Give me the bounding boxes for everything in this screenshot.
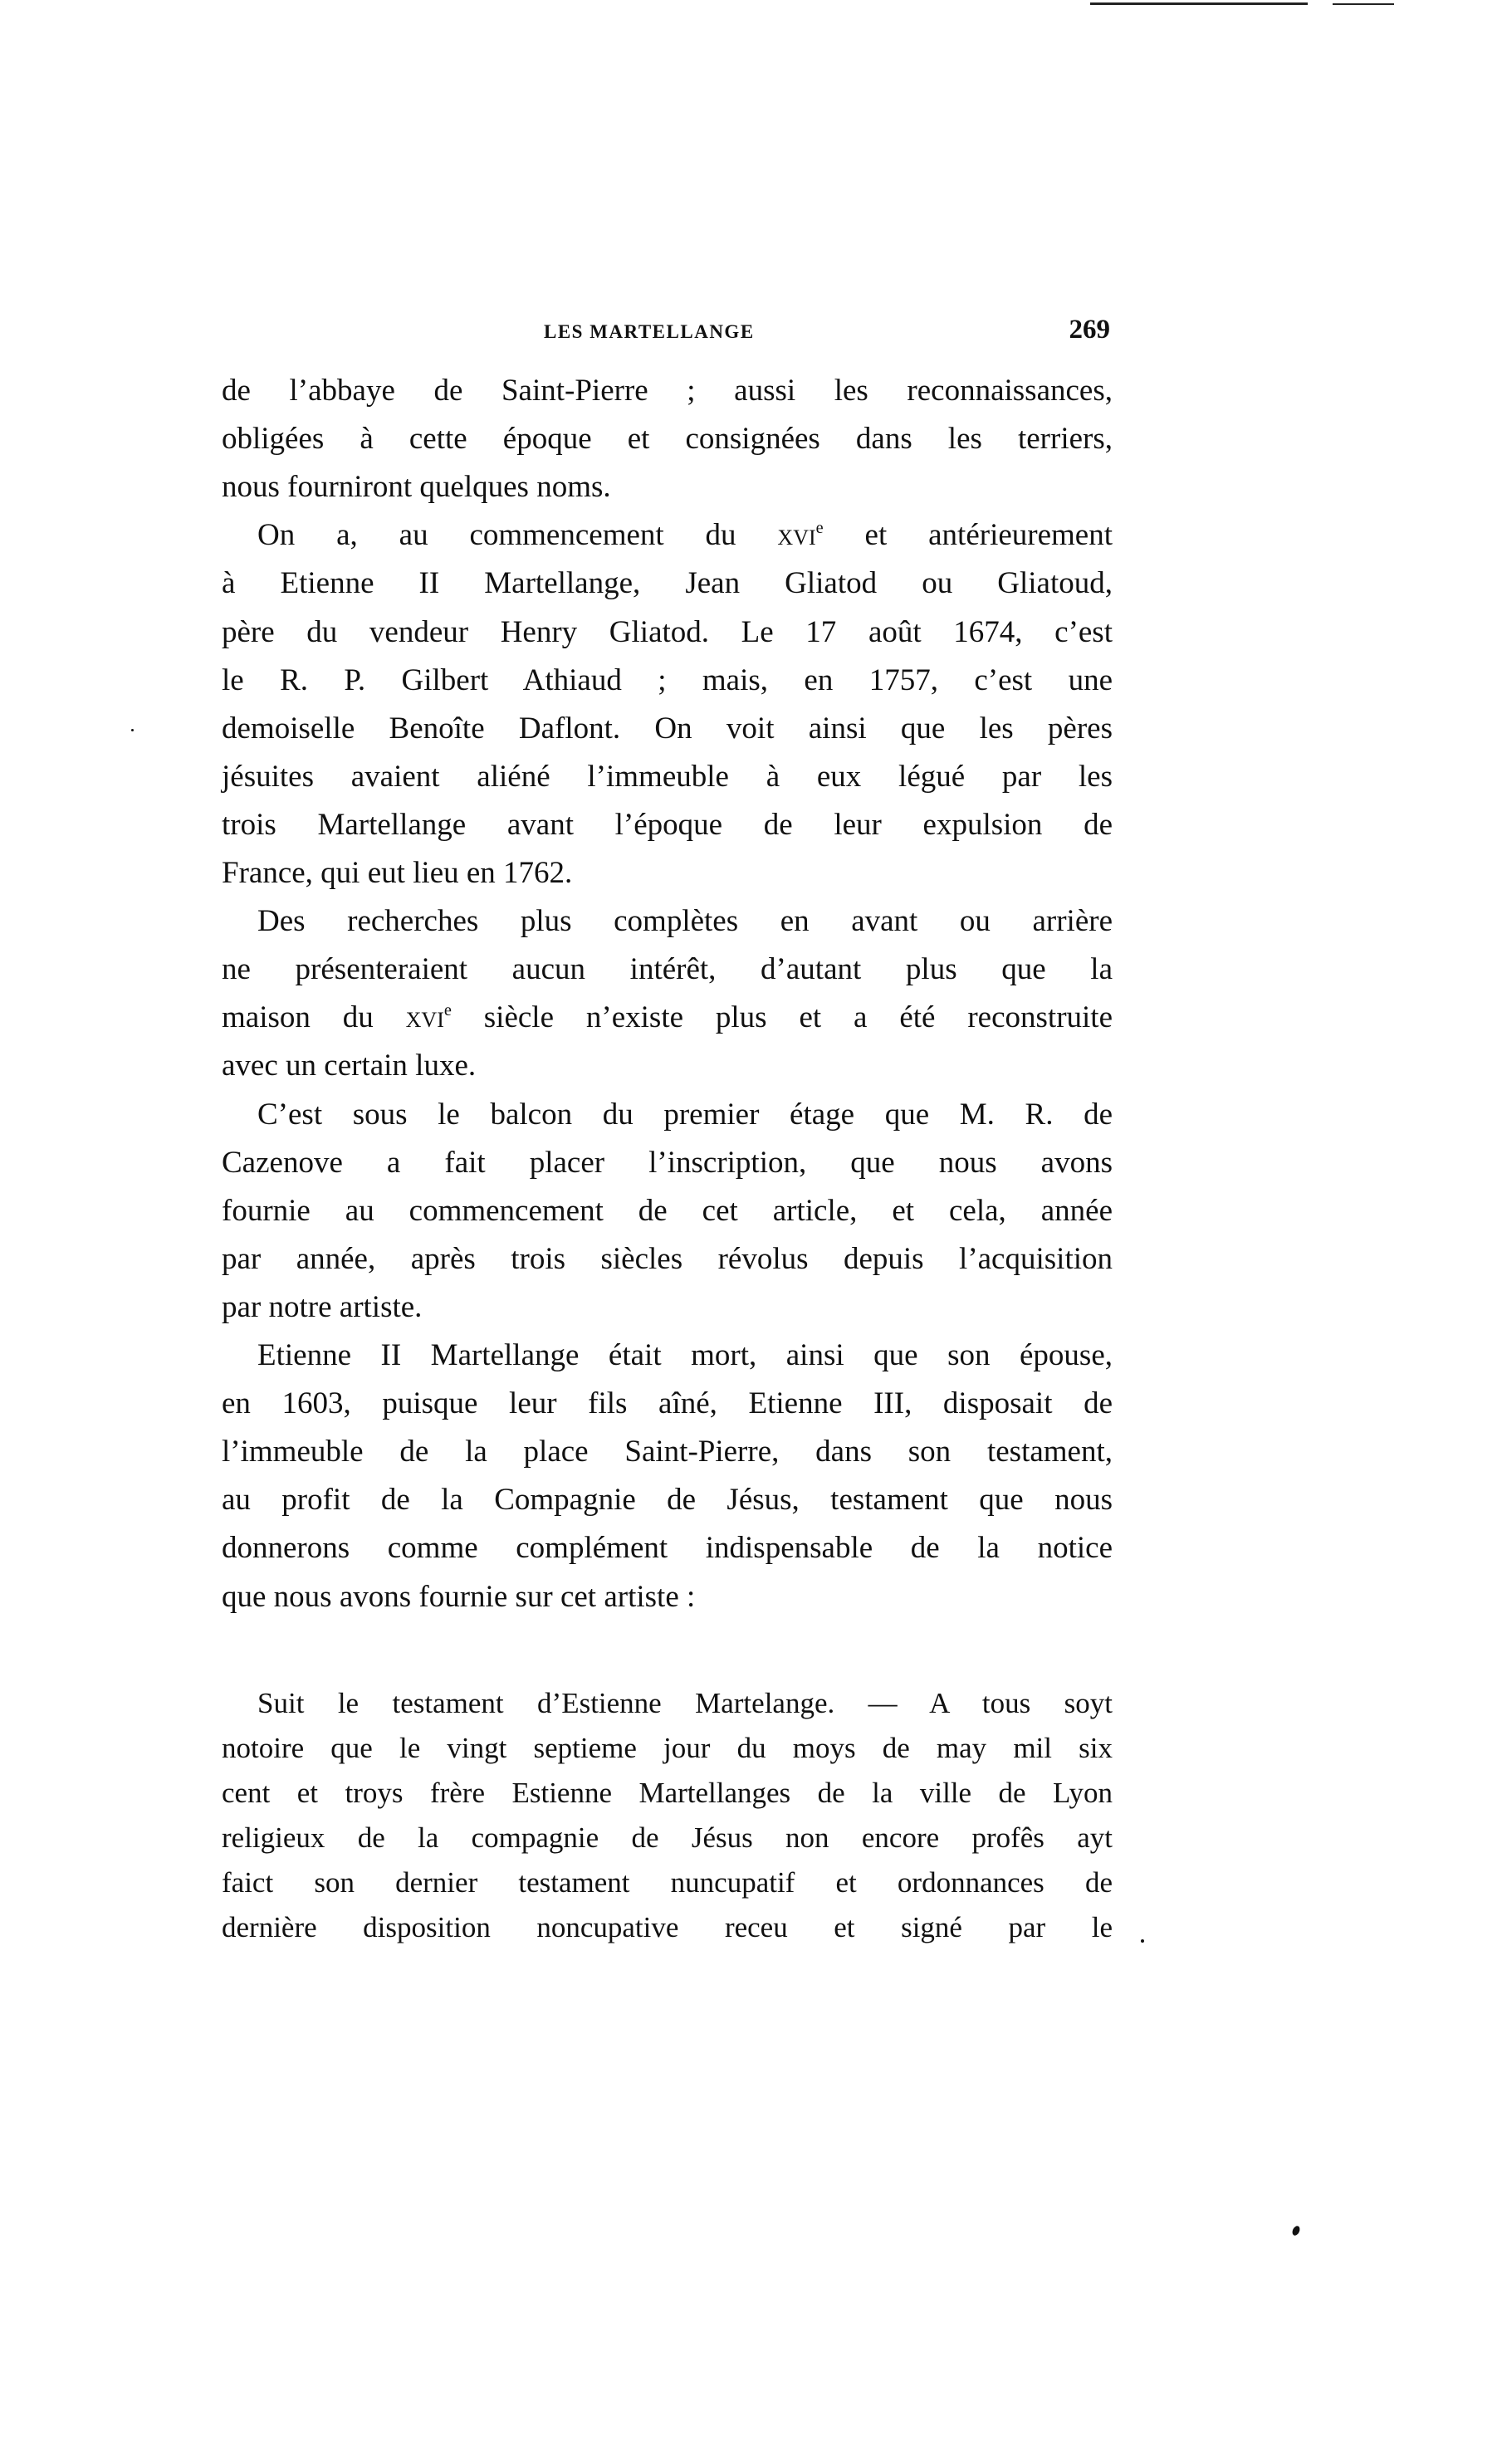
ink-speck (1291, 2225, 1301, 2237)
text-line: trois Martellange avant l’époque de leur expulsion de (222, 807, 1113, 842)
text-line: donnerons comme complément indispensable de la notice (222, 1531, 1113, 1566)
text-line: par année, après trois siècles révolus depuis l’acquisition (222, 1241, 1113, 1276)
text-line: demoiselle Benoîte Daflont. On voit ainsi que les pères (222, 711, 1113, 746)
text-line: Etienne II Martellange était mort, ainsi que son épouse, (257, 1338, 1113, 1372)
text-line: jésuites avaient aliéné l’immeuble à eux légué par les (222, 759, 1113, 794)
text-line: Cazenove a fait placer l’inscription, que nous avons (222, 1145, 1113, 1180)
text-line: par notre artiste. (222, 1289, 423, 1324)
text-line: à Etienne II Martellange, Jean Gliatod ou Gliatoud, (222, 566, 1113, 601)
text-line: avec un certain luxe. (222, 1049, 477, 1083)
text-line: que nous avons fournie sur cet artiste : (222, 1579, 696, 1614)
text-line: en 1603, puisque leur fils aîné, Etienne III, disposait de (222, 1386, 1113, 1421)
text-line: C’est sous le balcon du premier étage que M. R. de (257, 1097, 1113, 1132)
running-title: LES MARTELLANGE (544, 321, 755, 342)
text-line: On a, au commencement du xvi$^e$ et antérieurement (257, 518, 1113, 553)
text-line: Des recherches plus complètes en avant ou arrière (257, 904, 1113, 939)
text-line: Suit le testament d’Estienne Martelange. — A tous soyt (257, 1687, 1113, 1719)
text-line: au profit de la Compagnie de Jésus, testament que nous (222, 1483, 1113, 1518)
ink-speck (1141, 1939, 1144, 1943)
text-line: nous fourniront quelques noms. (222, 470, 611, 505)
text-line: faict son dernier testament nuncupatif et ordonnances de (222, 1866, 1113, 1899)
text-line: ne présenteraient aucun intérêt, d’autant plus que la (222, 952, 1113, 987)
text-line: l’immeuble de la place Saint-Pierre, dans son testament, (222, 1435, 1113, 1469)
scan-edge-rule (1090, 2, 1308, 5)
text-line: maison du xvi$^e$ siècle n’existe plus et a été reconstruite (222, 1000, 1113, 1035)
text-line: religieux de la compagnie de Jésus non encore profês ayt (222, 1821, 1113, 1854)
text-line: cent et troys frère Estienne Martellanges de la ville de Lyon (222, 1777, 1113, 1809)
text-line: France, qui eut lieu en 1762. (222, 856, 573, 890)
text-line: notoire que le vingt septieme jour du moys de may mil six (222, 1732, 1113, 1764)
ink-speck (131, 729, 134, 731)
text-line: père du vendeur Henry Gliatod. Le 17 août 1674, c’est (222, 614, 1113, 649)
text-line: obligées à cette époque et consignées dans les terriers, (222, 422, 1113, 457)
text-line: le R. P. Gilbert Athiaud ; mais, en 1757, c’est une (222, 662, 1113, 697)
text-line: de l’abbaye de Saint-Pierre ; aussi les reconnaissances, (222, 374, 1113, 408)
text-line: fournie au commencement de cet article, et cela, année (222, 1193, 1113, 1228)
page-number: 269 (1069, 315, 1110, 345)
scan-edge-rule (1333, 3, 1394, 5)
text-line: dernière disposition noncupative receu et signé par le (222, 1911, 1113, 1943)
